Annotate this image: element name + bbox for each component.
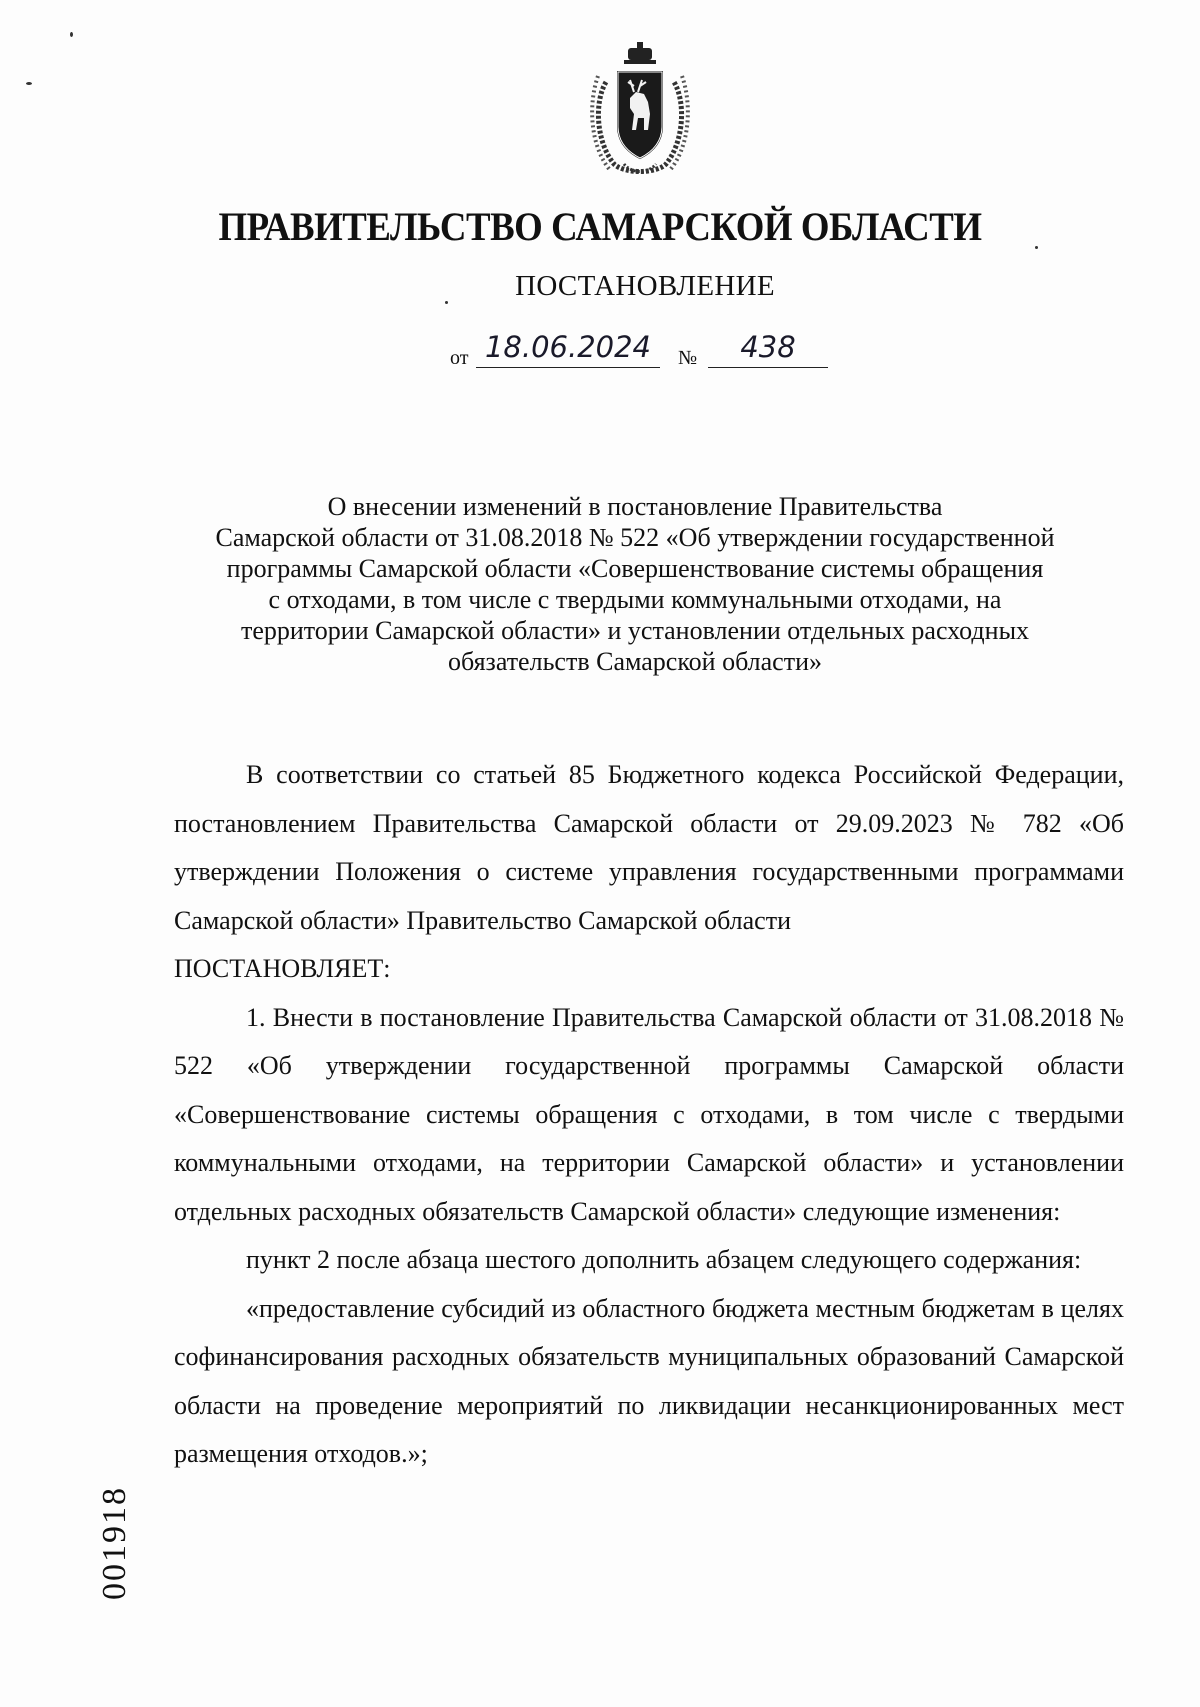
- preamble-paragraph: В соответствии со статьей 85 Бюджетного кодекса Российской Федерации, постановлением Правительства Самарской области от 29.09.2023 № 782 «Об утверждении Положения о системе управления государственными программами Самарской области» Правительство Самарской области: [174, 760, 1124, 935]
- date-number-line: [450, 327, 850, 371]
- serial-number: 001918: [96, 1486, 133, 1600]
- subject-line: обязательств Самарской области»: [448, 647, 822, 676]
- quoted-paragraph: «предоставление субсидий из областного бюджета местным бюджетам в целях софинансирования расходных обязательств муниципальных образований Самарской области на проведение мероприятий по ликвидации несанкционированных мест размещения отходов.»;: [174, 1293, 1124, 1468]
- coat-of-arms-icon: [584, 42, 696, 178]
- scan-speck: [445, 301, 448, 304]
- item-1-paragraph: 1. Внести в постановление Правительства Самарской области от 31.08.2018 № 522 «Об утверждении государственной программы Самарской области «Совершенствование системы обращения с отходами, в том числе с твердыми коммунальными отходами, на территории Самарской области» и установлении отдельных расходных обязательств Самарской области» следующие изменения:: [174, 1002, 1124, 1226]
- number-label: №: [678, 347, 698, 369]
- resolves-heading: ПОСТАНОВЛЯЕТ:: [174, 954, 391, 983]
- document-number: 438: [708, 327, 828, 368]
- date-label: от: [450, 347, 469, 369]
- subject-line: программы Самарской области «Совершенствование системы обращения: [226, 554, 1044, 583]
- crown-icon: [624, 42, 656, 64]
- serial-number-stamp: [95, 1463, 135, 1623]
- government-title: ПРАВИТЕЛЬСТВО САМАРСКОЙ ОБЛАСТИ: [218, 204, 982, 249]
- subject-line: О внесении изменений в постановление Правительства: [327, 492, 943, 521]
- scan-speck: [1035, 246, 1038, 249]
- subject-line: территории Самарской области» и установлении отдельных расходных: [240, 616, 1030, 645]
- document-body: [174, 751, 1124, 1479]
- document-subject: [150, 491, 1120, 677]
- document-date: 18.06.2024: [476, 327, 660, 368]
- item-1-subparagraph: пункт 2 после абзаца шестого дополнить абзацем следующего содержания:: [246, 1245, 1082, 1274]
- document-kind: ПОСТАНОВЛЕНИЕ: [515, 270, 775, 302]
- subject-line: Самарской области от 31.08.2018 № 522 «Об утверждении государственной: [215, 523, 1055, 552]
- scan-speck: [70, 32, 73, 37]
- scan-speck: [26, 82, 32, 85]
- subject-line: с отходами, в том числе с твердыми коммунальными отходами, на: [268, 585, 1002, 614]
